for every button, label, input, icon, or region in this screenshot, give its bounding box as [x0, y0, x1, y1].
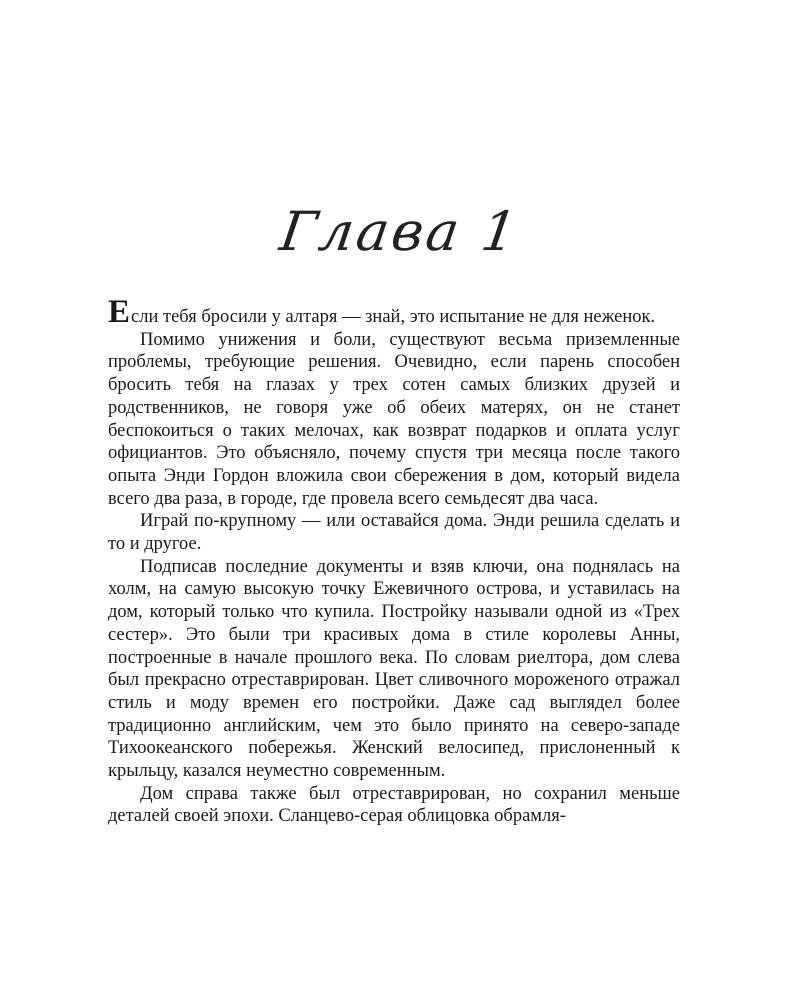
- paragraph-3: Играй по-крупному — или оставайся дома. Энди решила сделать и то и другое.: [108, 511, 680, 555]
- paragraph-1-text: сли тебя бросили у алтаря — знай, это испытание не для неженок.: [131, 307, 656, 327]
- paragraph-1: [108, 294, 680, 330]
- paragraph-2: Помимо унижения и боли, существуют весьма приземленные проблемы, требующие решения. Очевидно, если парень способен бросить тебя на глазах у трех сотен самых близких друзей и родственников, не говоря уже об обеих матерях, он не станет беспокоиться о таких мелочах, как возврат подарков и оплата услуг официантов. Это объясняло, почему спустя три месяца после такого опыта Энди Гордон вложила свои сбережения в дом, который видела всего два раза, в городе, где провела всего семьдесят два часа.: [108, 329, 680, 509]
- chapter-title: Глава 1: [276, 200, 524, 263]
- paragraph-4: Подписав последние документы и взяв ключи, она поднялась на холм, на самую высокую точку Ежевичного острова, и уставилась на дом, который только что купила. Постройку называли одной из «Трех сестер». Это были три красивых дома в стиле королевы Анны, построенные в начале прошлого века. По словам риелтора, дом слева был прекрасно отреставрирован. Цвет сливочного мороженого отражал стиль и моду времен его постройки. Даже сад выглядел более традиционно английским, чем это было принято на северо-западе Тихоокеанского побережья. Женский велосипед, прислоненный к крыльцу, казался неуместно современным.: [108, 556, 680, 782]
- drop-cap: Е: [108, 294, 132, 330]
- chapter-text: [108, 294, 680, 828]
- paragraph-5: Дом справа также был отреставрирован, но сохранил меньше деталей своей эпохи. Сланцево-серая облицовка обрамля-: [108, 783, 680, 827]
